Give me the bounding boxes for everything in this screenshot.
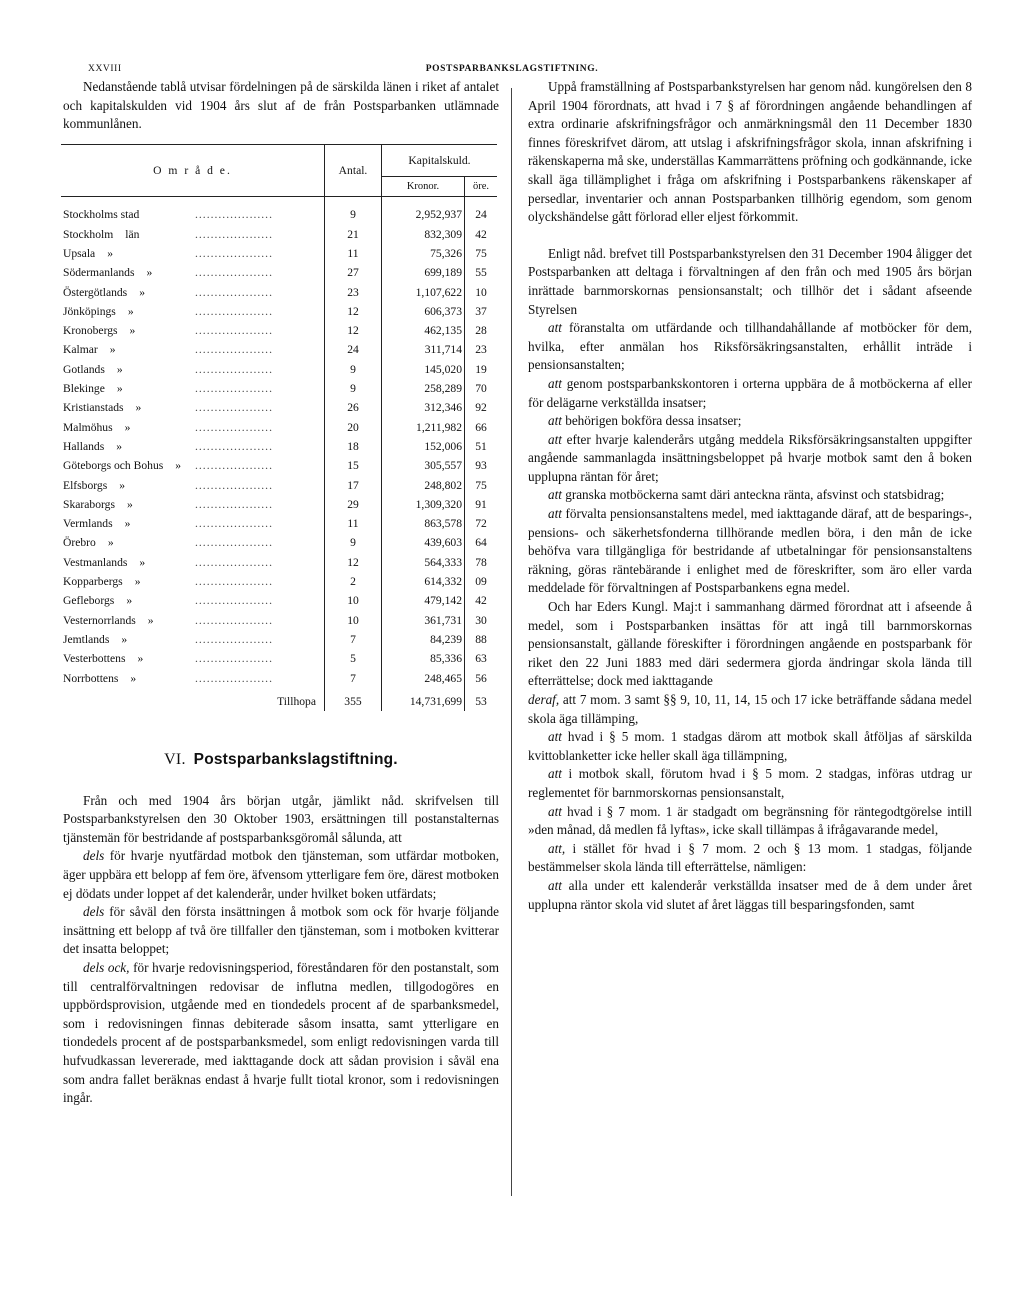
leader-dots: .................... <box>195 671 273 685</box>
leader-dots: .................... <box>195 613 273 627</box>
ore-cell: 37 <box>475 304 487 318</box>
table-row <box>61 533 497 552</box>
leader-dots: .................... <box>195 632 273 646</box>
kronor-cell: 145,020 <box>382 360 465 379</box>
section-heading <box>63 751 499 770</box>
paragraph <box>528 486 972 505</box>
region-name: Kopparbergs <box>63 575 123 589</box>
antal-cell: 27 <box>325 263 382 282</box>
region-lan-mark: » <box>116 382 123 396</box>
kronor-cell: 312,346 <box>382 398 465 417</box>
kommunlan-table <box>61 144 497 711</box>
leader-dots: .................... <box>195 246 273 260</box>
ore-cell: 19 <box>475 362 487 376</box>
paragraph <box>528 803 972 840</box>
leader-dots: .................... <box>195 382 273 396</box>
region-cell <box>61 456 325 475</box>
region-lan-mark: » <box>175 459 182 473</box>
paragraph-text: att 7 mom. 3 samt §§ 9, 10, 11, 14, 15 och 17 icke beträffande sådana medel skola äga tillämping, <box>528 692 972 726</box>
paragraph-text: granska motböckerna samt däri anteckna ränta, afsvinst och statsbidrag; <box>561 487 945 503</box>
leader-dots: .................... <box>195 266 273 280</box>
table-row <box>61 553 497 572</box>
emphasis: att <box>548 877 562 893</box>
region-lan-mark: län <box>125 227 140 241</box>
region-cell <box>61 476 325 495</box>
table-row <box>61 495 497 514</box>
table-row <box>61 476 497 495</box>
region-name: Jönköpings <box>63 304 116 318</box>
region-name: Jemtlands <box>63 632 110 646</box>
table-row <box>61 611 497 630</box>
paragraph-text: i stället för hvad i § 7 mom. 2 och § 13 mom. 1 stadgas, följande bestämmelser skola lända till efterrättelse, nämligen: <box>528 840 972 875</box>
paragraph-text: genom postsparbankskontoren i orterna uppbära de å motböckerna af eller för delägarne verkställda insatser; <box>528 375 972 410</box>
emphasis: att, <box>548 840 566 856</box>
region-cell <box>61 514 325 533</box>
paragraph <box>528 375 972 412</box>
region-cell <box>61 418 325 437</box>
table-total-row <box>61 688 497 711</box>
antal-cell: 11 <box>325 244 382 263</box>
region-cell <box>61 437 325 456</box>
region-cell <box>61 572 325 591</box>
emphasis: att <box>548 431 562 447</box>
region-cell <box>61 553 325 572</box>
region-name: Kristianstads <box>63 401 124 415</box>
emphasis: att <box>548 729 562 745</box>
total-kronor: 14,731,699 <box>382 688 465 711</box>
antal-cell: 17 <box>325 476 382 495</box>
leader-dots: .................... <box>195 343 273 357</box>
antal-cell: 7 <box>325 669 382 688</box>
region-lan-mark: » <box>109 343 116 357</box>
header-antal: Antal. <box>325 144 382 197</box>
leader-dots: .................... <box>195 324 273 338</box>
antal-cell: 26 <box>325 398 382 417</box>
ore-cell: 51 <box>475 439 487 453</box>
table-row <box>61 263 497 282</box>
region-name: Gotlands <box>63 362 105 376</box>
ore-cell: 56 <box>475 671 487 685</box>
paragraph <box>528 877 972 914</box>
paragraph <box>528 412 972 431</box>
region-cell <box>61 649 325 668</box>
ore-cell: 93 <box>475 459 487 473</box>
kronor-cell: 832,309 <box>382 225 465 244</box>
table-row <box>61 379 497 398</box>
paragraph: Och har Eders Kungl. Maj:t i sammanhang därmed förordnat att i afseende å medel, som i Postsparbanken insättas för att ingå till barnmorskornas pensionsanstalt, gällande föreskifter i förordningen angående en postsparbank för riket den 22 Juni 1883 med däri sedermera gjorda ändringar skola lända till efterrättelse; dock med iakttagande <box>528 599 972 689</box>
table-row <box>61 437 497 456</box>
table-row <box>61 514 497 533</box>
ore-cell: 75 <box>475 246 487 260</box>
region-lan-mark: » <box>126 594 133 608</box>
leader-dots: .................... <box>195 478 273 492</box>
ore-cell: 66 <box>475 420 487 434</box>
section-title: Postsparbankslagstiftning. <box>193 751 398 769</box>
region-name: Upsala <box>63 246 96 260</box>
kronor-cell: 248,802 <box>382 476 465 495</box>
region-lan-mark: » <box>147 613 154 627</box>
table-intro: Nedanstående tablå utvisar fördelningen på de särskilda länen i riket af antalet och kapitalskulden vid 1904 års slut af de från Postsparbanken utlämnade kommunlånen. <box>63 79 499 132</box>
region-lan-mark: » <box>126 497 133 511</box>
ore-cell: 92 <box>475 401 487 415</box>
leader-dots: .................... <box>195 459 273 473</box>
kronor-cell: 305,557 <box>382 456 465 475</box>
left-column <box>63 78 499 1108</box>
table-row <box>61 456 497 475</box>
leader-dots: .................... <box>195 401 273 415</box>
kronor-cell: 479,142 <box>382 591 465 610</box>
kronor-cell: 1,309,320 <box>382 495 465 514</box>
paragraph <box>63 959 499 1108</box>
kronor-cell: 85,336 <box>382 649 465 668</box>
emphasis: dels <box>83 904 105 920</box>
antal-cell: 2 <box>325 572 382 591</box>
region-cell <box>61 495 325 514</box>
header-kronor: Kronor. <box>382 177 465 197</box>
ore-cell: 91 <box>475 497 487 511</box>
emphasis: att <box>548 803 562 819</box>
paragraph-text: föranstalta om utfärdande och tillhandahållande af motböcker för dem, hvilka, efter anmälan hos Riksförsäkringsanstalten, erhållit inträde i pensionsanstalten; <box>528 320 972 373</box>
table-row <box>61 302 497 321</box>
region-cell <box>61 360 325 379</box>
kronor-cell: 258,289 <box>382 379 465 398</box>
leader-dots: .................... <box>195 555 273 569</box>
ore-cell: 88 <box>475 632 487 646</box>
paragraph <box>528 505 972 598</box>
region-lan-mark: » <box>119 478 126 492</box>
paragraph-text: hvad i § 7 mom. 1 är stadgadt om begränsning för räntegodtgörelse intill »den månad, då medlen få lyftas», icke skall tillämpas å ifrågavarande medel, <box>528 803 972 838</box>
paragraph: Från och med 1904 års början utgår, jämlikt nåd. skrifvelsen till Postsparbankstyrelsen den 30 Oktober 1903, ersättningen till postanstalternas tjänstemän för bestridande af postsparbanksgöromål sålunda, att <box>63 792 499 845</box>
region-lan-mark: » <box>116 362 123 376</box>
table-row <box>61 591 497 610</box>
table-row <box>61 630 497 649</box>
region-lan-mark: » <box>124 420 131 434</box>
emphasis: dels <box>83 848 105 864</box>
page-number: XXVIII <box>88 64 122 74</box>
kronor-cell: 614,332 <box>382 572 465 591</box>
table-row <box>61 225 497 244</box>
leader-dots: .................... <box>195 285 273 299</box>
paragraph: Uppå framställning af Postsparbankstyrelsen har genom nåd. kungörelsen den 8 April 1904 förordnats, att hvad i 7 § af förordningen angående behandlingen af extra ordinarie afskrifningsfrågor och anmärkningsmål den 11 December 1830 finnes föreskrifvet därom, att utslag i afskrifningsfrågor skola, innan afskrifning i räkenskaperna må ske, underställas Kammarrättens pröfning och godkännande, icke skall äga tillämplighet i fråga om afskrifning i Postsparbankens räkenskaper af persedlar, inventarier och annan Postsparbanken tillhörig egendom, som genom olyckshändelse gått förlorad eller eljest förkommit. <box>528 79 972 225</box>
region-lan-mark: » <box>116 439 123 453</box>
region-cell <box>61 379 325 398</box>
table-row <box>61 244 497 263</box>
antal-cell: 9 <box>325 379 382 398</box>
antal-cell: 24 <box>325 340 382 359</box>
table-row <box>61 398 497 417</box>
ore-cell: 55 <box>475 266 487 280</box>
region-name: Norrbottens <box>63 671 119 685</box>
region-lan-mark: » <box>146 266 153 280</box>
table-row <box>61 572 497 591</box>
leader-dots: .................... <box>195 575 273 589</box>
antal-cell: 7 <box>325 630 382 649</box>
region-lan-mark: » <box>134 575 141 589</box>
region-name: Blekinge <box>63 382 105 396</box>
region-lan-mark: » <box>137 652 144 666</box>
kronor-cell: 84,239 <box>382 630 465 649</box>
region-name: Gefleborgs <box>63 594 115 608</box>
kronor-cell: 1,107,622 <box>382 283 465 302</box>
ore-cell: 23 <box>475 343 487 357</box>
paragraph-text: behörigen bokföra dessa insatser; <box>561 413 742 429</box>
total-antal: 355 <box>325 688 382 711</box>
region-cell <box>61 283 325 302</box>
ore-cell: 09 <box>475 575 487 589</box>
region-cell <box>61 611 325 630</box>
emphasis: dels ock, <box>83 960 130 976</box>
region-name: Kronobergs <box>63 324 118 338</box>
leader-dots: .................... <box>195 227 273 241</box>
antal-cell: 9 <box>325 533 382 552</box>
antal-cell: 10 <box>325 591 382 610</box>
table-row <box>61 649 497 668</box>
region-name: Vestmanlands <box>63 555 128 569</box>
region-cell <box>61 669 325 688</box>
antal-cell: 18 <box>325 437 382 456</box>
table-row <box>61 197 497 225</box>
table-row <box>61 283 497 302</box>
region-cell <box>61 225 325 244</box>
paragraph <box>63 847 499 903</box>
section-number: VI. <box>164 751 186 769</box>
table-row <box>61 321 497 340</box>
antal-cell: 21 <box>325 225 382 244</box>
kronor-cell: 606,373 <box>382 302 465 321</box>
region-name: Vesterbottens <box>63 652 126 666</box>
ore-cell: 64 <box>475 536 487 550</box>
region-lan-mark: » <box>135 401 142 415</box>
antal-cell: 15 <box>325 456 382 475</box>
ore-cell: 75 <box>475 478 487 492</box>
paragraph <box>528 840 972 877</box>
ore-cell: 28 <box>475 324 487 338</box>
paragraph-text: för hvarje nyutfärdad motbok den tjänsteman, som utfärdar motboken, äger uppbära ett belopp af fem öre, äfvensom ytterligare fem öre, därest motboken ej dödats under loppet af det kalenderår, under hvilket boken utfärdats; <box>63 848 499 901</box>
region-cell <box>61 591 325 610</box>
region-cell <box>61 340 325 359</box>
region-name: Kalmar <box>63 343 98 357</box>
antal-cell: 9 <box>325 197 382 225</box>
region-cell <box>61 398 325 417</box>
right-column <box>528 78 972 914</box>
total-label: Tillhopa <box>61 688 325 711</box>
ore-cell: 63 <box>475 652 487 666</box>
region-name: Vermlands <box>63 517 113 531</box>
running-title: POSTSPARBANKSLAGSTIFTNING. <box>425 64 599 74</box>
table-row <box>61 669 497 688</box>
paragraph-text: för såväl den första insättningen å motbok som ock för hvarje följande insättning ett belopp af två öre tillfaller den tjänsteman, som i motboken kvitterar det insatta beloppet; <box>63 904 499 957</box>
region-cell <box>61 302 325 321</box>
kronor-cell: 1,211,982 <box>382 418 465 437</box>
antal-cell: 23 <box>325 283 382 302</box>
region-lan-mark: » <box>139 285 145 299</box>
paragraph <box>528 431 972 487</box>
kronor-cell: 699,189 <box>382 263 465 282</box>
paragraph-text: i motbok skall, förutom hvad i § 5 mom. 2 stadgas, införas utdrag ur reglementet för barnmorskornas pensionsanstalt, <box>528 766 972 800</box>
region-cell <box>61 321 325 340</box>
region-cell <box>61 197 325 225</box>
region-name: Östergötlands <box>63 285 128 299</box>
antal-cell: 12 <box>325 321 382 340</box>
column-divider <box>511 88 512 1196</box>
header-ore: öre. <box>465 177 498 197</box>
ore-cell: 42 <box>475 227 487 241</box>
region-lan-mark: » <box>129 324 136 338</box>
antal-cell: 12 <box>325 302 382 321</box>
table-row <box>61 340 497 359</box>
paragraph <box>528 691 972 728</box>
kronor-cell: 311,714 <box>382 340 465 359</box>
leader-dots: .................... <box>195 594 273 608</box>
leader-dots: .................... <box>195 208 273 222</box>
region-lan-mark: » <box>107 536 114 550</box>
region-name: Hallands <box>63 439 105 453</box>
paragraph-text: alla under ett kalenderår verkställda insatser med de å dem under året upplupna räntor skola vid slutet af året läggas till besparingsfonden, samt <box>528 877 972 912</box>
emphasis: deraf, <box>528 692 560 707</box>
table-row <box>61 360 497 379</box>
region-lan-mark: » <box>124 517 131 531</box>
emphasis: att <box>548 487 562 503</box>
kronor-cell: 564,333 <box>382 553 465 572</box>
header-omrade: O m r å d e. <box>61 144 325 197</box>
ore-cell: 42 <box>475 594 487 608</box>
region-name: Örebro <box>63 536 96 550</box>
emphasis: att <box>548 506 562 522</box>
emphasis: att <box>548 320 562 336</box>
region-lan-mark: » <box>139 555 146 569</box>
paragraph-text: efter hvarje kalenderårs utgång meddela Riksförsäkringsanstalten uppgifter angående sammanlagda insättningsbeloppet på hvarje motbok samt den å boken upplupna räntan för året; <box>528 431 972 484</box>
emphasis: att <box>548 766 562 782</box>
antal-cell: 10 <box>325 611 382 630</box>
kronor-cell: 863,578 <box>382 514 465 533</box>
leader-dots: .................... <box>195 304 273 318</box>
ore-cell: 78 <box>475 555 487 569</box>
paragraph <box>528 728 972 765</box>
region-name: Malmöhus <box>63 420 113 434</box>
leader-dots: .................... <box>195 517 273 531</box>
kronor-cell: 75,326 <box>382 244 465 263</box>
antal-cell: 12 <box>325 553 382 572</box>
kronor-cell: 152,006 <box>382 437 465 456</box>
region-cell <box>61 244 325 263</box>
emphasis: att <box>548 413 562 429</box>
paragraph-text: hvad i § 5 mom. 1 stadgas därom att motbok skall åtföljas af särskilda kvittoblanketter icke heller skall äga tillämpning, <box>528 729 972 763</box>
region-cell <box>61 630 325 649</box>
region-cell <box>61 533 325 552</box>
emphasis: att <box>548 375 562 391</box>
region-cell <box>61 263 325 282</box>
antal-cell: 11 <box>325 514 382 533</box>
region-name: Elfsborgs <box>63 478 108 492</box>
leader-dots: .................... <box>195 439 273 453</box>
region-name: Göteborgs och Bohus <box>63 459 164 473</box>
ore-cell: 24 <box>475 208 487 222</box>
ore-cell: 70 <box>475 382 487 396</box>
leader-dots: .................... <box>195 652 273 666</box>
paragraph-text: för hvarje redovisningsperiod, föreståndaren för den postanstalt, som till centralförvaltningen redovisar de influtna medlen, tillgodogöres en uppbördsprovision, utgående med en tiondedels procent af de sparbanksmedel, som i redovisningen finnas debiterade såsom insatta, samt ytterligare en tiondedels procent af de postsparbanksmedel, som enligt redovisningen varda till hufvudkassan levererade, med iakttagande dock att sådan provision i såväl ena som andra fallet beräknas endast å hvarje fullt tiotal kronor, som i redovisningen ingår. <box>63 960 500 1106</box>
antal-cell: 5 <box>325 649 382 668</box>
leader-dots: .................... <box>195 536 273 550</box>
leader-dots: .................... <box>195 362 273 376</box>
paragraph-text: förvalta pensionsanstaltens medel, med iakttagande däraf, att de besparings-, pensions- och säkerhetsfonderna tillhörande medlen böra, i den mån de icke behöfva vara tillgängliga för bestridande af utbetalningar för pensionsanstaltens räkning, göras räntebärande i enlighet med de föreskrifter, som äro eller varda meddelade för förvaltningen af Postsparbankens egna medel. <box>528 506 972 596</box>
kronor-cell: 439,603 <box>382 533 465 552</box>
region-lan-mark: » <box>127 304 134 318</box>
region-name: Skaraborgs <box>63 497 115 511</box>
region-name: Stockholms stad <box>63 208 140 222</box>
kronor-cell: 2,952,937 <box>382 197 465 225</box>
antal-cell: 29 <box>325 495 382 514</box>
paragraph <box>63 903 499 959</box>
table-body <box>61 197 497 711</box>
region-lan-mark: » <box>121 632 128 646</box>
header-kapitalskuld: Kapitalskuld. <box>382 144 498 176</box>
region-name: Södermanlands <box>63 266 135 280</box>
antal-cell: 9 <box>325 360 382 379</box>
paragraph <box>528 765 972 802</box>
paragraph: Enligt nåd. brefvet till Postsparbankstyrelsen den 31 December 1904 åligger det Postsparbanken att deltaga i förvaltningen af den från och med 1905 års början inrättade barnmorskornas pensionsanstalt; och tillhör det i sådant afseende Styrelsen <box>528 245 972 317</box>
ore-cell: 30 <box>475 613 487 627</box>
ore-cell: 10 <box>475 285 487 299</box>
leader-dots: .................... <box>195 420 273 434</box>
antal-cell: 20 <box>325 418 382 437</box>
table-row <box>61 418 497 437</box>
ore-cell: 72 <box>475 517 487 531</box>
region-lan-mark: » <box>107 246 113 260</box>
kronor-cell: 248,465 <box>382 669 465 688</box>
paragraph <box>528 319 972 375</box>
leader-dots: .................... <box>195 497 273 511</box>
region-lan-mark: » <box>130 671 137 685</box>
total-ore: 53 <box>475 694 487 708</box>
region-name: Stockholm <box>63 227 114 241</box>
kronor-cell: 361,731 <box>382 611 465 630</box>
kronor-cell: 462,135 <box>382 321 465 340</box>
region-name: Vesternorrlands <box>63 613 136 627</box>
